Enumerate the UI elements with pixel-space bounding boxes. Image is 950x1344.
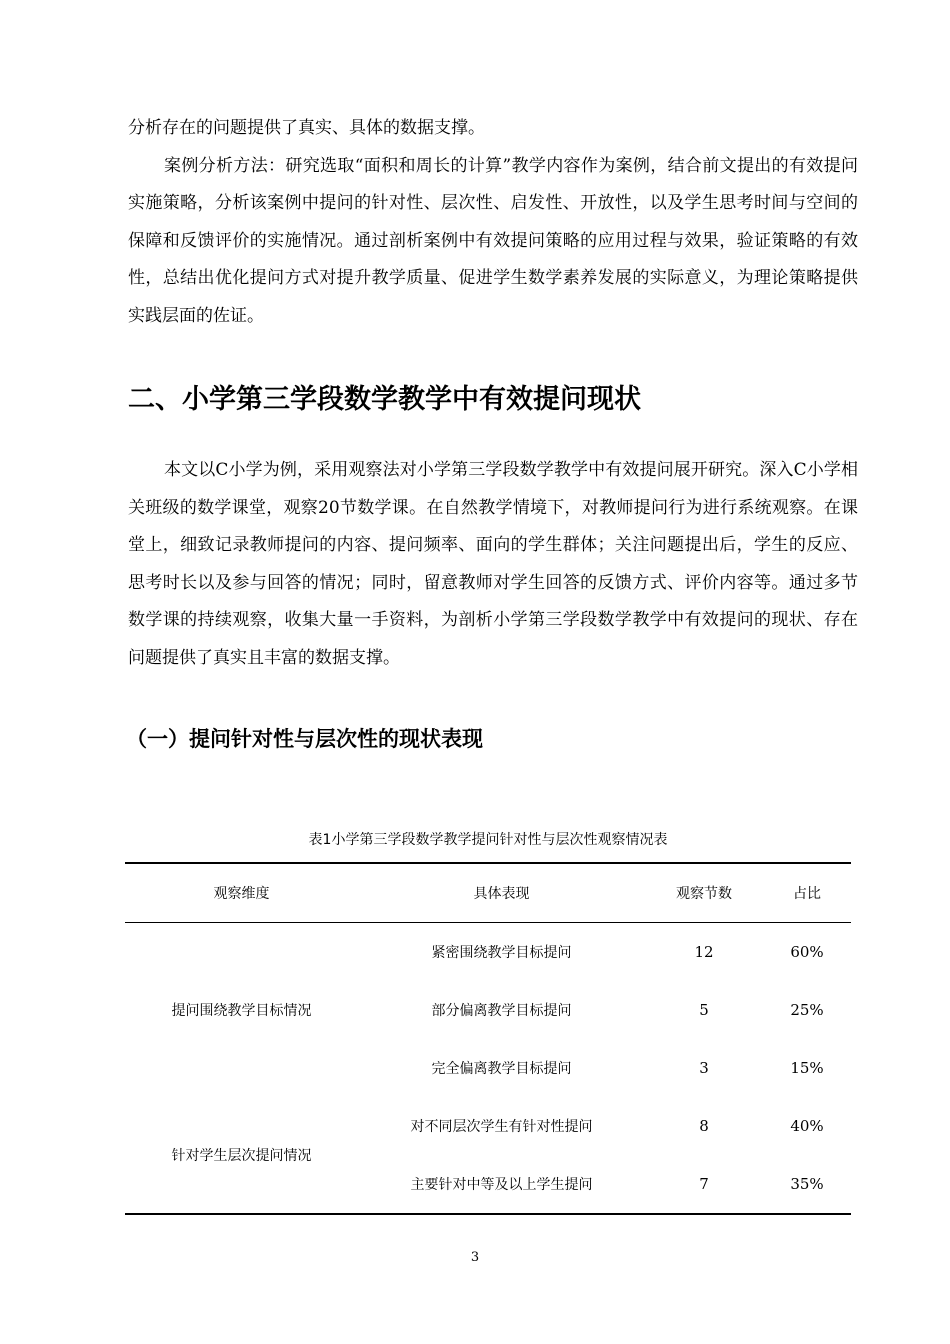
- item-cell: 对不同层次学生有针对性提问: [410, 1119, 593, 1135]
- table-header-row: [125, 863, 851, 923]
- count-cell: 7: [645, 1155, 763, 1214]
- count-cell: 3: [699, 1059, 709, 1077]
- dimension-cell: 针对学生层次提问情况: [125, 1097, 358, 1214]
- table-row: [125, 923, 851, 982]
- count-cell: 12: [694, 943, 714, 961]
- page-number: 3: [470, 1250, 480, 1265]
- item-cell: 完全偏离教学目标提问: [431, 1061, 572, 1077]
- header-dimension: 观察维度: [125, 863, 358, 923]
- header-ratio: 占比: [763, 863, 851, 923]
- paragraph-continuation: 分析存在的问题提供了真实、具体的数据支撑。: [128, 118, 485, 138]
- paragraph-case-analysis: 案例分析方法：研究选取“面积和周长的计算”教学内容作为案例，结合前文提出的有效提问实施策略，分析该案例中提问的针对性、层次性、启发性、开放性，以及学生思考时间与空间的保障和反馈评价的实施情况。通过剖析案例中有效提问策略的应用过程与效果，验证策略的有效性，总结出优化提问方式对提升教学质量、促进学生数学素养发展的实际意义，为理论策略提供实践层面的佐证。: [128, 155, 858, 326]
- header-count: 观察节数: [645, 863, 763, 923]
- subsection-heading: （一）提问针对性与层次性的现状表现: [126, 727, 483, 751]
- table-row: [125, 1097, 851, 1155]
- item-cell: 部分偏离教学目标提问: [431, 1003, 572, 1019]
- ratio-cell: 35%: [763, 1155, 851, 1214]
- item-cell: 紧密围绕教学目标提问: [431, 945, 572, 961]
- paragraph-observation-method: 本文以C小学为例，采用观察法对小学第三学段数学教学中有效提问展开研究。深入C小学相关班级的数学课堂，观察20节数学课。在自然教学情境下，对教师提问行为进行系统观察。在课堂上，细致记录教师提问的内容、提问频率、面向的学生群体；关注问题提出后，学生的反应、思考时长以及参与回答的情况；同时，留意教师对学生回答的反馈方式、评价内容等。通过多节数学课的持续观察，收集大量一手资料，为剖析小学第三学段数学教学中有效提问的现状、存在问题提供了真实且丰富的数据支撑。: [128, 460, 858, 668]
- count-cell: 8: [699, 1117, 709, 1135]
- item-cell: 主要针对中等及以上学生提问: [358, 1155, 645, 1214]
- section-heading: 二、小学第三学段数学教学中有效提问现状: [128, 384, 641, 415]
- ratio-cell: 40%: [790, 1117, 824, 1135]
- ratio-cell: 60%: [790, 943, 824, 961]
- section-body: [128, 452, 858, 677]
- header-performance: 具体表现: [358, 863, 645, 923]
- intro-text: [128, 110, 858, 335]
- ratio-cell: 25%: [790, 1001, 824, 1019]
- table-caption: 表1小学第三学段数学教学提问针对性与层次性观察情况表: [308, 832, 668, 848]
- dimension-cell: 提问围绕教学目标情况: [171, 1003, 312, 1019]
- count-cell: 5: [699, 1001, 709, 1019]
- ratio-cell: 15%: [790, 1059, 824, 1077]
- observation-table: [125, 862, 851, 1215]
